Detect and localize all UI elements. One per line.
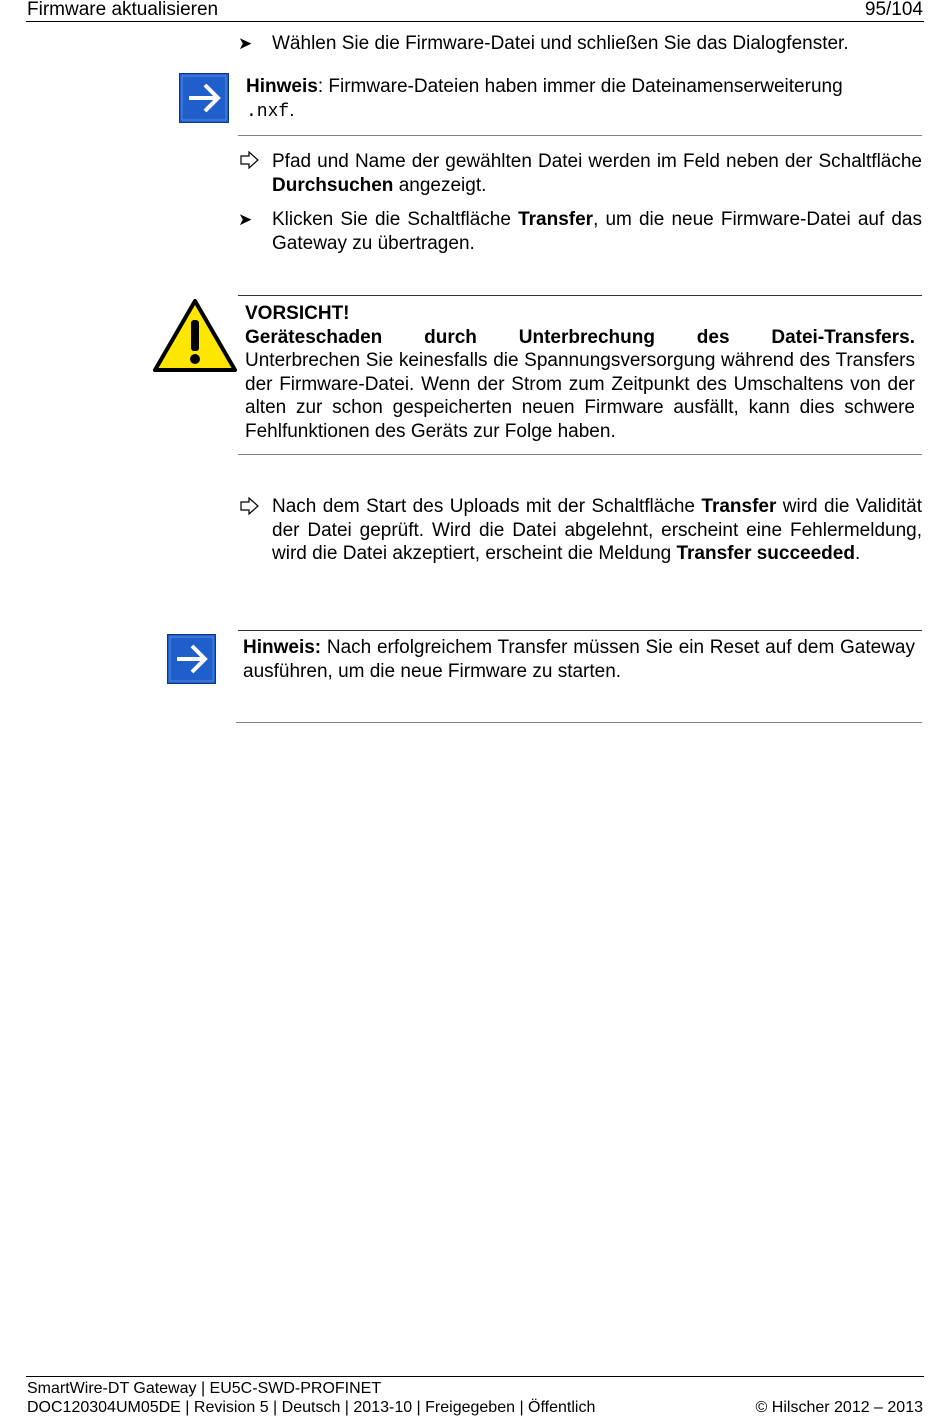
result-arrow-icon: [240, 497, 260, 515]
result-text: Nach dem Start des Uploads mit der Schaltfläche: [272, 496, 702, 517]
transfer-button-label: Transfer: [518, 209, 594, 230]
note-file-extension: [246, 75, 916, 124]
note-reset-gateway: [243, 636, 915, 683]
result-text-end: angezeigt.: [393, 174, 487, 196]
step-click-transfer: [272, 208, 922, 255]
note-arrow-icon: [167, 634, 216, 684]
footer-copyright: © Hilscher 2012 – 2013: [755, 1399, 923, 1416]
caution-subtitle: Geräteschaden durch Unterbrechung des Datei-Transfers.: [245, 326, 915, 348]
caution-body: Unterbrechen Sie keinesfalls die Spannungsversorgung während des Transfers der Firmware-Datei. Wenn der Strom zum Zeitpunkt des Umschaltens von der alten zur schon gespeicherten neuen Firmware ausfällt, kann dies schwere Fehlfunktionen des Geräts zur Folge haben.: [245, 350, 915, 442]
arrow-bullet-icon: ➤: [238, 34, 253, 53]
result-path-shown: [272, 150, 922, 197]
page-number: 95/104: [864, 0, 923, 20]
step-text: Klicken Sie die Schaltfläche: [272, 209, 519, 230]
result-arrow-icon: [240, 151, 260, 169]
note-arrow-icon: [179, 73, 229, 123]
browse-button-label: Durchsuchen: [272, 174, 394, 196]
note-end: .: [289, 99, 295, 121]
header-divider: [26, 21, 924, 22]
transfer-button-label: Transfer: [701, 496, 777, 517]
file-extension: .nxf: [246, 101, 290, 122]
result-text-end: .: [854, 543, 861, 564]
page-header-title: Firmware aktualisieren: [27, 0, 219, 20]
result-text-middle: wird die Validität der Datei geprüft. Wird die Datei abgelehnt, erscheint eine Fehlermeldung, wird die Datei akzeptiert, erscheint die Meldung: [272, 496, 922, 564]
caution-text-block: [245, 302, 915, 443]
footer-divider: [26, 1376, 924, 1377]
note-divider: [238, 135, 922, 136]
step-text-end: , um die neue Firmware-Datei auf das Gateway zu übertragen.: [272, 209, 922, 254]
note-label: Hinweis: [246, 76, 318, 97]
footer-product: SmartWire-DT Gateway | EU5C-SWD-PROFINET: [27, 1380, 382, 1397]
note2-top-divider: [238, 630, 922, 631]
note2-bottom-divider: [236, 722, 922, 723]
caution-top-divider: [238, 295, 922, 296]
note-text: : Firmware-Dateien haben immer die Dateinamenserweiterung: [317, 76, 843, 97]
warning-triangle-icon: [152, 298, 238, 373]
step-select-firmware: Wählen Sie die Firmware-Datei und schließen Sie das Dialogfenster.: [272, 33, 849, 54]
note-label: Hinweis:: [243, 637, 322, 658]
result-text: Pfad und Name der gewählten Datei werden im Feld neben der Schaltfläche: [272, 151, 922, 172]
note-text: Nach erfolgreichem Transfer müssen Sie ein Reset auf dem Gateway ausführen, um die neue Firmware zu starten.: [243, 637, 915, 682]
caution-bottom-divider: [238, 454, 922, 455]
footer-document-info: DOC120304UM05DE | Revision 5 | Deutsch | 2013-10 | Freigegeben | Öffentlich: [27, 1399, 596, 1416]
caution-title: VORSICHT!: [245, 303, 350, 324]
arrow-bullet-icon: ➤: [238, 210, 253, 229]
result-validation: [272, 495, 922, 566]
success-message: Transfer succeeded: [676, 543, 855, 564]
